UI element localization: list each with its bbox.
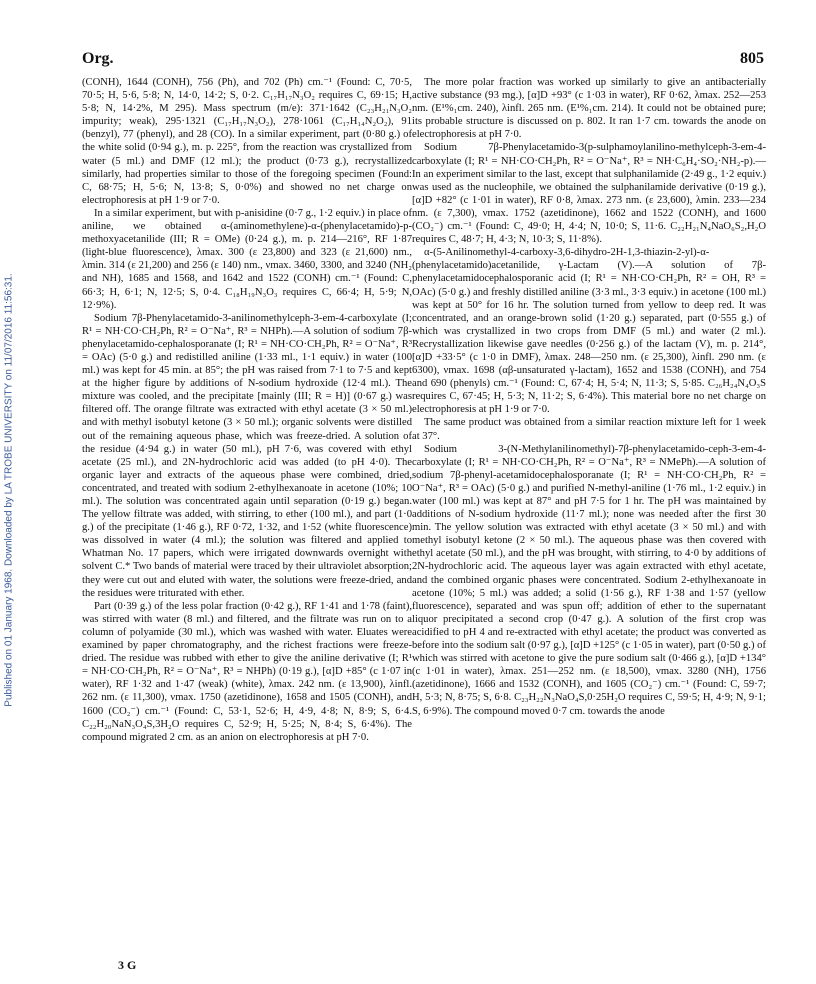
- paragraph: α-(5-Anilinomethyl-4-carboxy-3,6-dihydro-2H-1,3-thiazin-2-yl)-α-(phenylacetamido)acetanilide, γ-Lactam (V).—A solution of 7β-phenylacetamidocephalosporanic acid (I; R¹ = NH·CO·CH₂Ph, R² = OH, R³ = OAc) (5·0 g.) and freshly distilled aniline (3·3 ml., 3·3 equiv.) in acetone (100 ml.) was kept at 50° for 16 hr. The solution turned from yellow to deep red. It was concentrated, and an orange-brown solid (1·20 g.) separated, part (0·555 g.) of which was crystallized in two crops from DMF (5 ml.) and water (2 ml.). Recrystallization likewise gave needles (0·256 g.) of the lactam (V), m. p. 214°, [α]D +33·5° (c 1·0 in DMF), λmax. 248—250 nm. (ε 25,300), λinfl. 290 nm. (ε 6300), νmax. 1698 (αβ-unsaturated γ-lactam), 1652 and 1538 (CONH), and 754 and 690 (phenyls) cm.⁻¹ (Found: C, 67·4; H, 5·4; N, 11·3; S, 5·85. C₂₆H₂₄N₄O₃S requires C, 67·45; H, 5·3; N, 11·2; S, 6·4%). This material bore no net charge on electrophoresis at pH 1·9 or 7·0.: [412, 247, 766, 416]
- paragraph: Sodium 3-(N-Methylanilinomethyl)-7β-phenylacetamido-ceph-3-em-4-carboxylate (I; R¹ = NH·CO·CH₂Ph, R² = O⁻Na⁺, R³ = NMePh).—A solution of sodium 7β-phenyl-acetamidocephalosporanate (I; R¹ = NH·CO·CH₂Ph, R² = O⁻Na⁺, R³ = OAc) (5·0 g.) and purified N-methyl-aniline (1·76 ml., 1·2 equiv.) in water (100 ml.) was kept at 87° and pH 7·5 for 1 hr. The pH was maintained by additions of N-sodium hydroxide (11·7 ml.); none was needed after the first 30 min. The yellow solution was extracted with ethyl acetate (3 × 50 ml.) and with methyl isobutyl ketone (2 × 50 ml.). The aqueous phase was then covered with ethyl acetate (50 ml.), and the pH was brought, with stirring, to 4·0 by additions of 2N-hydrochloric acid. The aqueous layer was again extracted with ethyl acetate, and the combined organic phases were concentrated. Sodium 2-ethylhexanoate in acetone (10%; 5 ml.) was added; a solid (1·56 g.), RF 1·38 and 1·57 (yellow fluorescence), separated and was spun off; addition of ether to the supernatant liquor precipitated a second crop (0·47 g.). A solution of the first crop was acidified to pH 4 and re-extracted with ethyl acetate; the product was converted as before into the sodium salt (0·97 g.), [α]D +125° (c 1·05 in water), part (0·50 g.) of which was stirred with acetone to give the pure sodium salt (0·466 g.), [α]D +134° (c 1·01 in water), λmax. 251—252 nm. (ε 18,500), νmax. 3280 (NH), 1756 (azetidinone), 1666 and 1532 (CONH), and 1605 (CO₂⁻) cm.⁻¹ (Found: C, 59·7; H, 5·3; N, 8·75; S, 6·8. C₂₃H₂₂N₃NaO₄S,0·25H₂O requires C, 59·5; H, 4·9; N, 9·1; S, 6·9%). The compound moved 0·7 cm. towards the anode: [412, 443, 766, 717]
- signature-mark: 3 G: [118, 958, 137, 972]
- paragraph: (CONH), 1644 (CONH), 756 (Ph), and 702 (Ph) cm.⁻¹ (Found: C, 70·5, 70·5; H, 5·6, 5·8; N, 14·0, 14·2; S, 0·2. C₁₇H₁₇N₃O₂ requires C, 69·15; H, 5·8; N, 14·2%, M 295). Mass spectrum (m/e): 371·1642 (C₂₃H₂₁N₃O₂ impurity; weak), 295·1321 (C₁₇H₁₇N₃O₂), 278·1061 (C₁₇H₁₄N₂O₂), 91 (benzyl), 77 (phenyl), and 28 (CO). In a similar experiment, part (0·80 g.) of the white solid (0·94 g.), m. p. 225°, from the reaction was crystallized from water (5 ml.) and DMF (12 ml.); the product (0·73 g.), recrystallized similarly, had properties similar to those of the foregoing specimen (Found: C, 68·75; H, 5·6; N, 13·8; S, 0·0%) and showed no net charge on electrophoresis at pH 1·9 or 7·0.: [82, 77, 412, 206]
- paragraph: Sodium 7β-Phenylacetamido-3-anilinomethylceph-3-em-4-carboxylate (I; R¹ = NH·CO·CH₂Ph, R² = O⁻Na⁺, R³ = NHPh).—A solution of sodium 7β-phenylacetamido-cephalosporanate (I; R¹ = NH·CO·CH₂Ph, R² = O⁻Na⁺, R³ = OAc) (5·0 g.) and redistilled aniline (1·33 ml., 1·1 equiv.) in water (100 ml.) was kept for 45 min. at 85°; the pH was raised from 7·1 to 7·5 and kept at the higher figure by additions of N-sodium hydroxide (12·4 ml.). The mixture was cooled, and the precipitate [mainly (III; R = H)] (0·67 g.) was filtered off. The orange filtrate was extracted with ethyl acetate (3 × 50 ml.) and with methyl isobutyl ketone (3 × 50 ml.); organic solvents were distilled out of the remaining aqueous phase, which was freeze-dried. A solution of the residue (4·94 g.) in water (50 ml.), pH 7·6, was covered with ethyl acetate (25 ml.), and 2N-hydrochloric acid was added (to pH 4·0). The organic layer and extracts of the aqueous phase were combined, dried, concentrated, and treated with sodium 2-ethylhexanoate in acetone (10%; 10 ml.). The solution was concentrated again until separation (0·19 g.) began. The yellow filtrate was added, with stirring, to ether (100 ml.), and part (1·0 g.) of the precipitate (1·46 g.), RF 0·72, 1·32, and 1·52 (white fluorescence) was dissolved in water (4 ml.); the solution was filtered and applied to Whatman No. 17 papers, which were irrigated downwards overnight with solvent C.* Two bands of material were traced by their ultraviolet absorption; they were cut out and eluted with water, the solutions were freeze-dried, and the residues were triturated with ether.: [82, 312, 412, 599]
- right-column: [412, 76, 766, 718]
- watermark-text: Published on 01 January 1968. Downloaded by LA TROBE UNIVERSITY on 11/07/2016 11:56:31.: [3, 273, 15, 707]
- paragraph: Part (0·39 g.) of the less polar fraction (0·42 g.), RF 1·41 and 1·78 (faint), was stirred with water (8 ml.) and filtered, and the filtrate was run on to a column of polyamide (30 ml.), which was washed with water. Eluates were examined by paper chromatography, and the richest fractions were freeze-dried. The residue was rubbed with ether to give the aniline derivative (I; R¹ = NH·CO·CH₂Ph, R² = O⁻Na⁺, R³ = NHPh) (0·19 g.), [α]D +85° (c 1·07 in water), RF 1·32 and 1·47 (weak) (white), λmax. 242 nm. (ε 13,900), λinfl. 262 nm. (ε 11,300), νmax. 1750 (azetidinone), 1658 and 1505 (CONH), and 1600 (CO₂⁻) cm.⁻¹ (Found: C, 53·1, 52·6; H, 4·9, 4·8; N, 8·9; S, 6·4. C₂₂H₂₀NaN₃O₄S,3H₂O requires C, 52·9; H, 5·25; N, 8·4; S, 6·4%). The compound migrated 2 cm. as an anion on electrophoresis at pH 7·0.: [82, 600, 412, 743]
- download-watermark: [2, 70, 16, 910]
- left-column: [82, 76, 412, 744]
- paragraph: Sodium 7β-Phenylacetamido-3(p-sulphamoylanilino-methylceph-3-em-4-carboxylate (I; R¹ = NH·CO·CH₂Ph, R² = O⁻Na⁺, R³ = NH·C₆H₄·SO₂·NH₂-p).—In an experiment similar to the last, except that sulphanilamide (2·49 g., 1·2 equiv.) was used as the nucleophile, we obtained the sulphanilamide derivative (0·19 g.), [α]D +82° (c 1·01 in water), RF 0·8, λmax. 273 nm. (ε 23,600), λmin. 233—234 nm. (ε 7,300), νmax. 1752 (azetidinone), 1662 and 1522 (CONH), and 1600 (CO₂⁻) cm.⁻¹ (Found: C, 49·0; H, 4·4; N, 10·0; S, 11·6. C₂₂H₂₁N₄NaO₆S₂,H₂O requires C, 48·7; H, 4·3; N, 10·3; S, 11·8%).: [412, 142, 766, 246]
- paragraph: In a similar experiment, but with p-anisidine (0·7 g., 1·2 equiv.) in place of aniline, we obtained α-(aminomethylene)-α-(phenylacetamido)-p-methoxyacetanilide (III; R = OMe) (0·24 g.), m. p. 214—216°, RF 1·87 (light-blue fluorescence), λmax. 300 (ε 23,800) and 323 (ε 21,600) nm., λmin. 314 (ε 21,200) and 256 (ε 140) nm., νmax. 3460, 3300, and 3240 (NH₂ and NH), 1685 and 1568, and 1642 and 1522 (CONH) cm.⁻¹ (Found: C, 66·3; H, 6·1; N, 12·5; S, 0·4. C₁₈H₁₉N₃O₃ requires C, 66·4; H, 5·9; N, 12·9%).: [82, 207, 412, 311]
- paragraph: The more polar fraction was worked up similarly to give an antibacterially active substance (93 mg.), [α]D +93° (c 1·03 in water), RF 0·62, λmax. 252—253 nm. (E¹%₁cm. 240), λinfl. 265 nm. (E¹%₁cm. 214). It could not be obtained pure; its probable structure is discussed on p. 802. It ran 1·7 cm. towards the anode on electrophoresis at pH 7·0.: [412, 77, 766, 141]
- paragraph: The same product was obtained from a similar reaction mixture left for 1 week at 37°.: [412, 417, 766, 442]
- page-number: 805: [740, 50, 764, 67]
- journal-section-label: Org.: [82, 50, 114, 67]
